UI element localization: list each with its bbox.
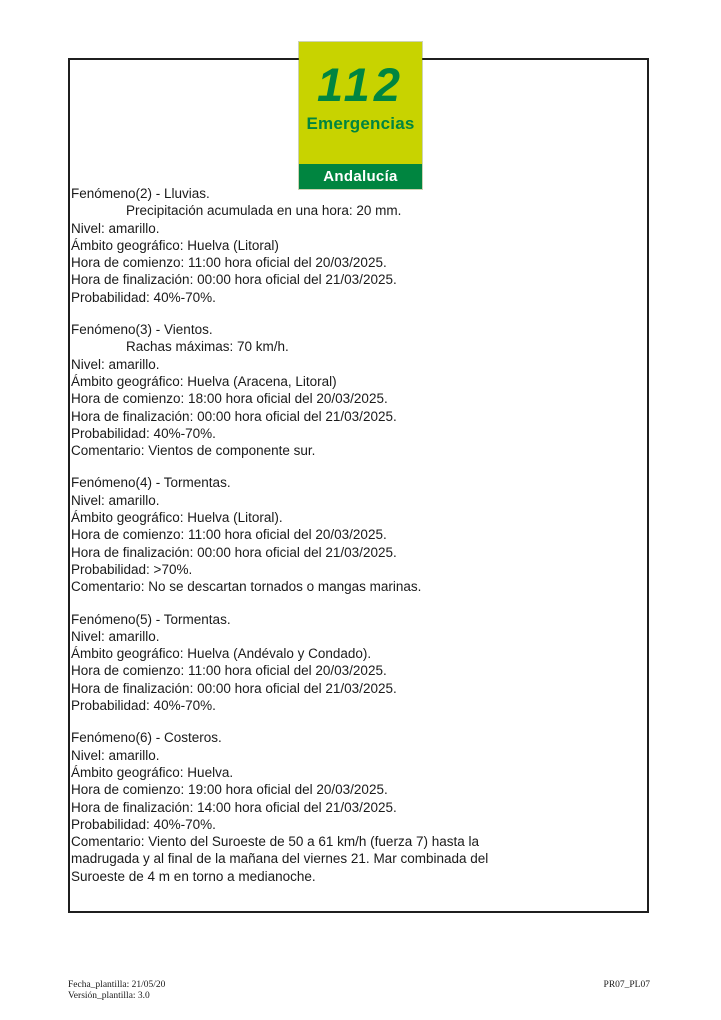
logo-subtitle-emergencias: Emergencias <box>306 114 415 133</box>
doc-line: Comentario: Viento del Suroeste de 50 a 61 km/h (fuerza 7) hasta la <box>71 834 479 850</box>
doc-line: madrugada y al final de la mañana del viernes 21. Mar combinada del <box>71 851 489 867</box>
doc-line: Suroeste de 4 m en torno a medianoche. <box>71 868 316 884</box>
doc-line: Hora de comienzo: 11:00 hora oficial del 20/03/2025. <box>71 527 387 543</box>
doc-line: Nivel: amarillo. <box>71 220 160 236</box>
doc-line: Probabilidad: >70%. <box>71 561 193 577</box>
phenomenon-4-tormentas <box>71 474 641 595</box>
doc-line: Precipitación acumulada en una hora: 20 mm. <box>126 203 402 219</box>
footer-template-info <box>68 980 165 1002</box>
doc-line: Nivel: amarillo. <box>71 628 160 644</box>
doc-line: Probabilidad: 40%-70%. <box>71 816 216 832</box>
doc-line: Comentario: No se descartan tornados o mangas marinas. <box>71 579 422 595</box>
phenomenon-6-costeros <box>71 729 641 885</box>
doc-line: Probabilidad: 40%-70%. <box>71 698 216 714</box>
logo-region-band: Andalucía <box>299 164 422 189</box>
doc-line: Comentario: Vientos de componente sur. <box>71 443 316 459</box>
doc-line: Rachas máximas: 70 km/h. <box>126 339 289 355</box>
doc-line: Hora de comienzo: 11:00 hora oficial del 20/03/2025. <box>71 663 387 679</box>
footer-template-version: Versión_plantilla: 3.0 <box>68 991 150 1001</box>
doc-line: Hora de finalización: 14:00 hora oficial del 21/03/2025. <box>71 799 397 815</box>
doc-line: Ámbito geográfico: Huelva. <box>71 764 234 780</box>
doc-line: Hora de comienzo: 19:00 hora oficial del 20/03/2025. <box>71 782 388 798</box>
doc-line: Nivel: amarillo. <box>71 356 160 372</box>
doc-line: Hora de finalización: 00:00 hora oficial del 21/03/2025. <box>71 408 397 424</box>
doc-line: Fenómeno(3) - Vientos. <box>71 322 213 338</box>
doc-line: Probabilidad: 40%-70%. <box>71 425 216 441</box>
logo-112-andalucia <box>299 42 422 189</box>
doc-line: Fenómeno(6) - Costeros. <box>71 730 222 746</box>
doc-line: Ámbito geográfico: Huelva (Litoral). <box>71 510 283 526</box>
doc-line: Ámbito geográfico: Huelva (Litoral) <box>71 237 279 253</box>
phenomenon-5-tormentas <box>71 611 641 715</box>
logo-top-panel <box>299 42 422 164</box>
doc-line: Hora de comienzo: 18:00 hora oficial del 20/03/2025. <box>71 391 388 407</box>
doc-line: Fenómeno(5) - Tormentas. <box>71 611 231 627</box>
doc-line: Nivel: amarillo. <box>71 747 160 763</box>
doc-line: Nivel: amarillo. <box>71 492 160 508</box>
doc-line: Hora de finalización: 00:00 hora oficial del 21/03/2025. <box>71 544 397 560</box>
phenomenon-2-lluvias <box>71 185 641 306</box>
doc-line: Hora de finalización: 00:00 hora oficial del 21/03/2025. <box>71 680 397 696</box>
doc-line: Hora de finalización: 00:00 hora oficial del 21/03/2025. <box>71 272 397 288</box>
doc-line: Ámbito geográfico: Huelva (Andévalo y Condado). <box>71 646 372 662</box>
doc-line: Fenómeno(4) - Tormentas. <box>71 475 231 491</box>
logo-number-112: 112 <box>317 58 404 111</box>
phenomenon-3-vientos <box>71 321 641 459</box>
phenomena-text-body <box>71 185 641 885</box>
doc-line: Ámbito geográfico: Huelva (Aracena, Litoral) <box>71 373 337 389</box>
footer-document-code: PR07_PL07 <box>603 980 650 990</box>
doc-line: Hora de comienzo: 11:00 hora oficial del 20/03/2025. <box>71 255 387 271</box>
doc-line: Probabilidad: 40%-70%. <box>71 289 216 305</box>
footer-template-date: Fecha_plantilla: 21/05/20 <box>68 980 166 990</box>
doc-line: Fenómeno(2) - Lluvias. <box>71 186 210 201</box>
